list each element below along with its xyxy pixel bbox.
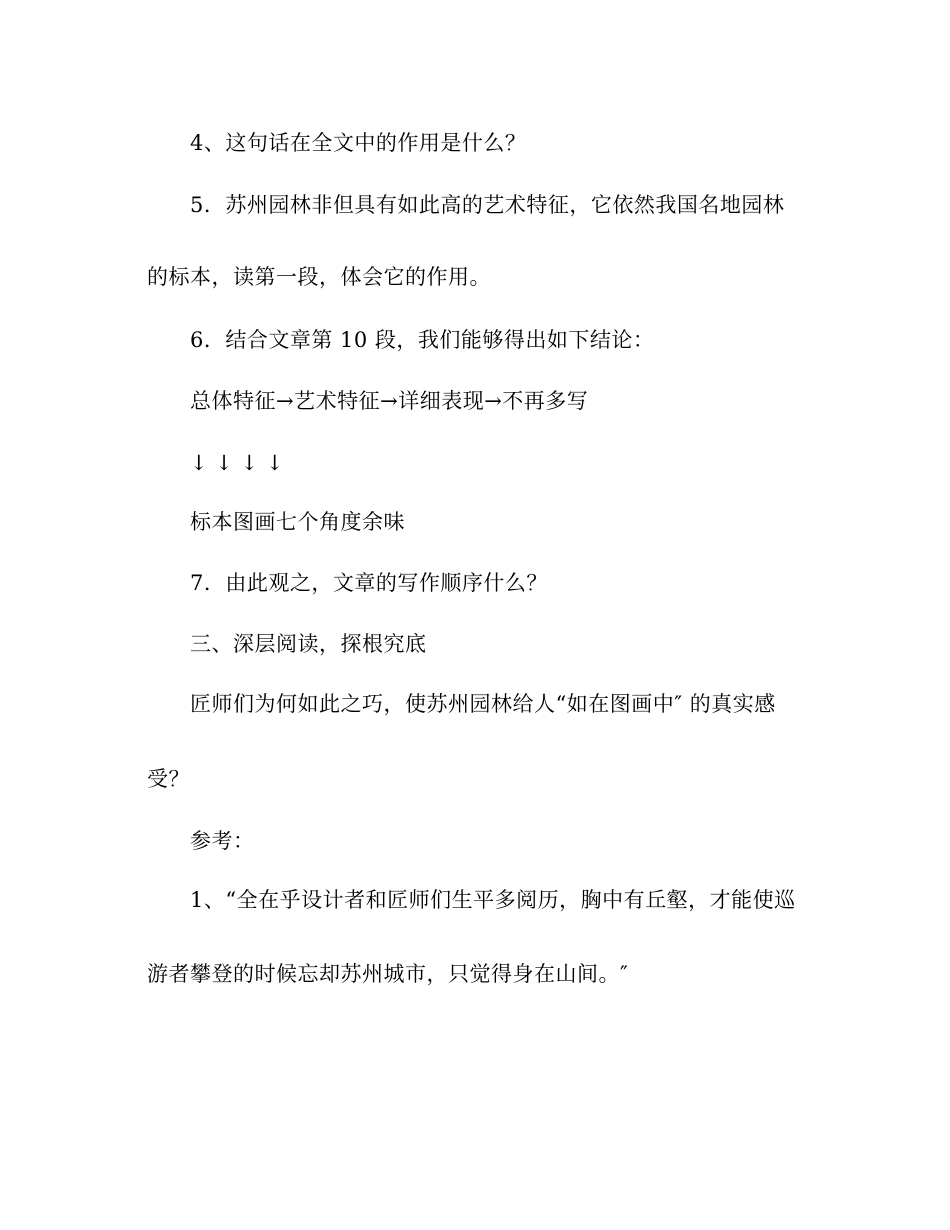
section-heading-3: 三、深层阅读，探根究底 — [190, 632, 427, 656]
flow-chart-bottom-row: 标本图画七个角度余味 — [190, 510, 405, 534]
flow-chart-arrows: ↓ ↓ ↓ ↓ — [190, 451, 284, 475]
question-4: 4、这句话在全文中的作用是什么？ — [190, 131, 527, 155]
question-5-line-1: 5．苏州园林非但具有如此高的艺术特征，它依然我国名地园林 — [190, 193, 785, 217]
question-5-line-2: 的标本，读第一段，体会它的作用。 — [147, 265, 491, 289]
flow-chart-top-row: 总体特征→艺术特征→详细表现→不再多写 — [190, 389, 589, 413]
reference-1-line-1: 1、“全在乎设计者和匠师们生平多阅历，胸中有丘壑，才能使巡 — [190, 888, 796, 912]
reference-label: 参考： — [190, 829, 255, 853]
question-7: 7．由此观之，文章的写作顺序什么？ — [190, 571, 548, 595]
reference-1-line-2: 游者攀登的时候忘却苏州城市，只觉得身在山间。″ — [147, 962, 629, 986]
question-deep-line-2: 受？ — [147, 767, 190, 791]
question-6: 6．结合文章第 10 段，我们能够得出如下结论： — [190, 328, 655, 352]
question-deep-line-1: 匠师们为何如此之巧，使苏州园林给人“如在图画中″ 的真实感 — [190, 692, 776, 716]
